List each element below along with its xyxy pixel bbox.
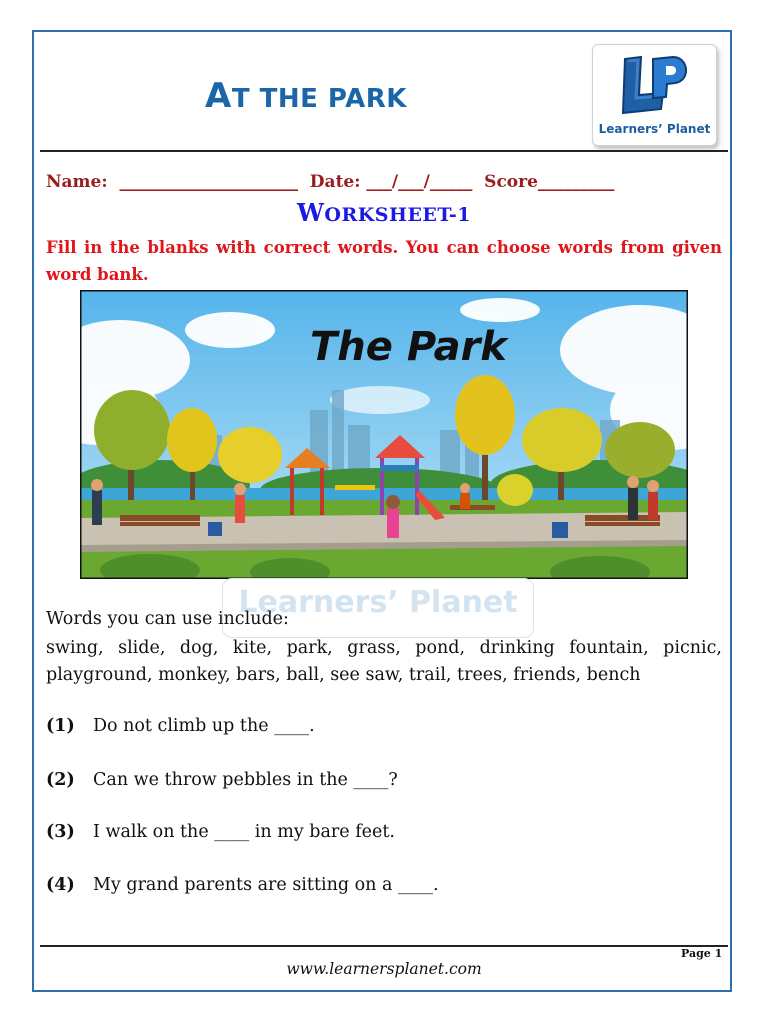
question-1: (1) Do not climb up the ____.: [46, 716, 315, 736]
question-3: (3) I walk on the ____ in my bare feet.: [46, 822, 395, 842]
footer-divider: [40, 945, 728, 947]
learners-planet-logo: [592, 44, 717, 146]
image-caption: The Park: [310, 324, 507, 370]
page-number: Page 1: [681, 947, 723, 960]
logo-text: Learners’ Planet: [598, 122, 711, 136]
worksheet-title: WORKSHEET-1: [296, 198, 472, 227]
instructions: Fill in the blanks with correct words. You can choose words from given word bank.: [46, 238, 722, 284]
lp-logo-icon: [611, 51, 697, 123]
name-date-score-line: Name: _____________________ Date: ___/___/_____ Score_________: [46, 172, 615, 192]
word-bank-label: Words you can use include:: [46, 609, 289, 629]
footer-url: www.learnersplanet.com: [286, 960, 482, 978]
header-divider: [40, 150, 728, 152]
watermark: Learners’ Planet: [222, 578, 534, 638]
page-title: AT THE PARK: [205, 76, 407, 116]
question-4: (4) My grand parents are sitting on a ____.: [46, 875, 439, 895]
question-2: (2) Can we throw pebbles in the ____?: [46, 770, 398, 790]
park-illustration: [80, 290, 688, 579]
word-bank-list: swing, slide, dog, kite, park, grass, pond, drinking fountain, picnic, playground, monkey, bars, ball, see saw, trail, trees, friends, bench: [46, 638, 722, 685]
